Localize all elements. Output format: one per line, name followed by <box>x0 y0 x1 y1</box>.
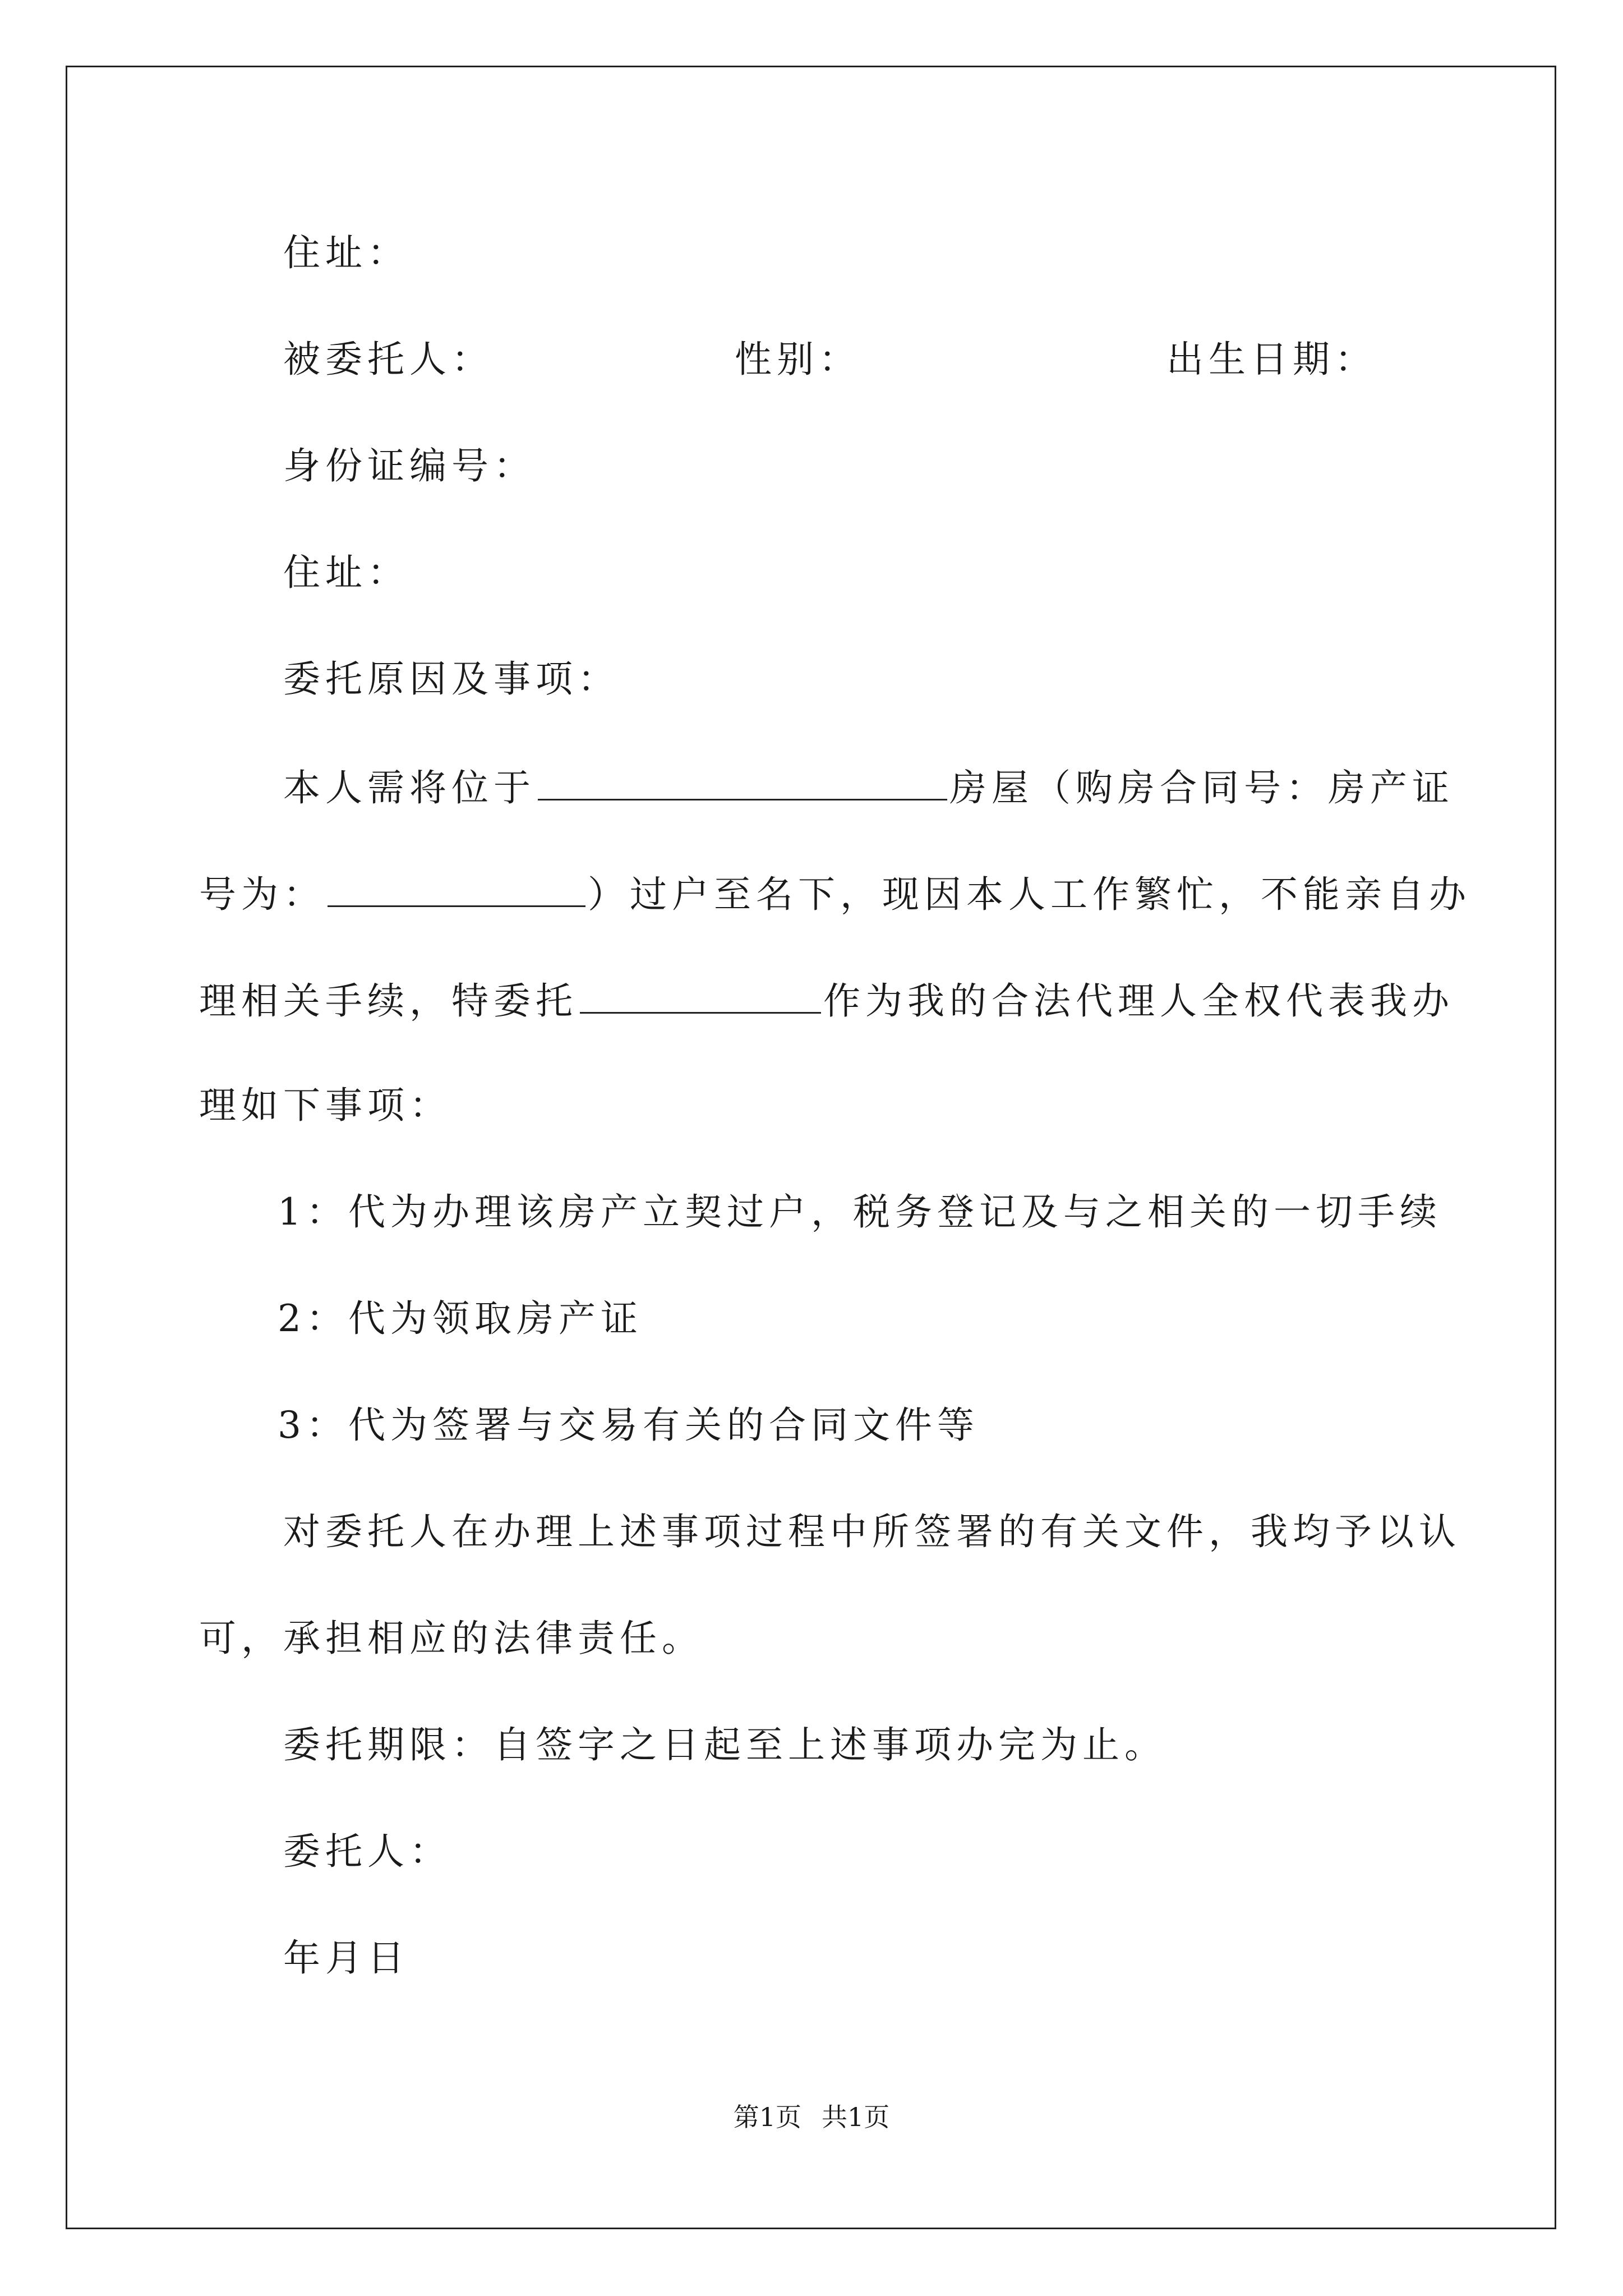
list-item-2: 2：代为领取房产证 <box>278 1297 643 1340</box>
paragraph-line <box>199 873 1471 916</box>
address-label-2: 住址： <box>283 551 409 594</box>
gender-label: 性别： <box>735 338 861 381</box>
page-current: 第1页 <box>733 2102 801 2132</box>
paragraph-line: 可，承担相应的法律责任。 <box>199 1617 704 1660</box>
term-line: 委托期限：自签字之日起至上述事项办完为止。 <box>283 1723 1166 1766</box>
text-segment: 房屋（购房合同号：房产证 <box>949 766 1454 809</box>
paragraph-line <box>199 979 1454 1023</box>
blank-certificate-number <box>328 874 585 907</box>
text-segment: ）过户至名下，现因本人工作繁忙，不能亲自办 <box>588 873 1471 916</box>
reason-heading: 委托原因及事项： <box>283 657 620 701</box>
page-footer <box>0 2097 1623 2134</box>
blank-agent-name <box>580 981 821 1014</box>
list-item-3: 3：代为签署与交易有关的合同文件等 <box>278 1404 979 1447</box>
birthdate-label: 出生日期： <box>1166 338 1377 381</box>
text-segment: 号为： <box>199 873 325 916</box>
text-segment: 本人需将位于 <box>283 766 536 809</box>
paragraph-line <box>283 767 1454 807</box>
principal-signature-label: 委托人： <box>283 1830 451 1873</box>
blank-property-location <box>538 767 947 800</box>
page-border <box>66 66 1556 2229</box>
list-item-1: 1：代为办理该房产立契过户，税务登记及与之相关的一切手续 <box>278 1190 1442 1234</box>
text-segment: 理相关手续，特委托 <box>199 979 578 1023</box>
id-number-label: 身份证编号： <box>283 444 536 487</box>
page-total: 共1页 <box>822 2102 890 2132</box>
date-label: 年月日 <box>283 1936 409 1980</box>
text-segment: 作为我的合法代理人全权代表我办 <box>823 979 1454 1023</box>
address-label-1: 住址： <box>283 231 409 274</box>
agent-label: 被委托人： <box>283 338 494 381</box>
paragraph-line: 对委托人在办理上述事项过程中所签署的有关文件，我均予以认 <box>283 1510 1461 1553</box>
paragraph-line: 理如下事项： <box>199 1084 451 1127</box>
